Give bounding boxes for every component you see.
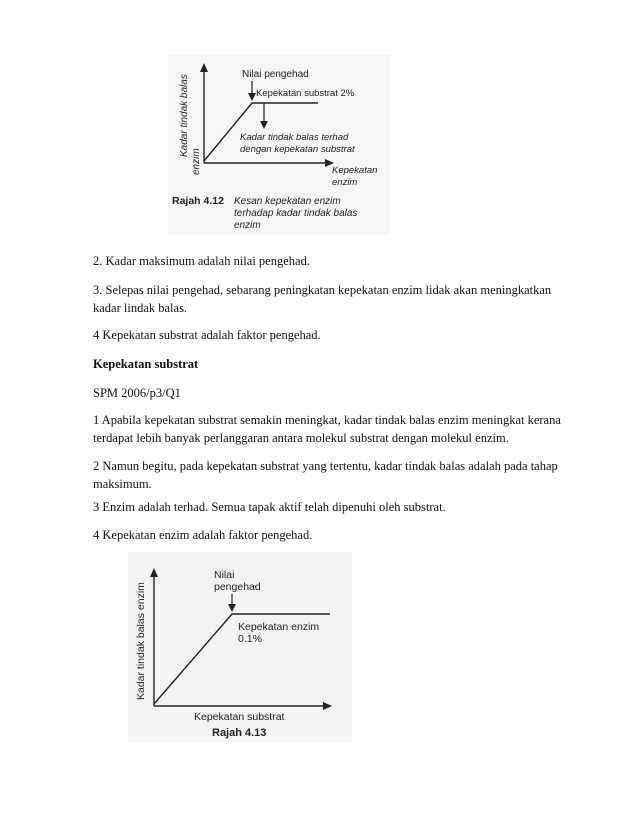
paragraph-active-sites: 3 Enzim adalah terhad. Semua tapak aktif telah dipenuhi oleh substrat.	[93, 500, 446, 514]
caption-line-1: Kesan kepekatan enzim	[234, 196, 341, 207]
caption-line-3: enzim	[234, 220, 261, 231]
enzyme-label-2: 0.1%	[238, 633, 262, 645]
limited-label-1: Kadar tindak balas terhad	[240, 132, 349, 143]
y-axis-label: Kadar tindak balas enzim	[135, 582, 147, 700]
limit-arrow-icon	[248, 93, 256, 101]
y-axis-arrow-icon	[200, 63, 208, 72]
paragraph-after-limit: 3. Selepas nilai pengehad, sebarang peningkatan kepekatan enzim lidak akan meningkatkan kadar lindak balas.	[93, 283, 552, 315]
caption-line-2: terhadap kadar tindak balas	[234, 208, 358, 219]
limit-label-1: Nilai	[214, 569, 235, 581]
limit-label-2: pengehad	[214, 581, 261, 593]
figure-number: Rajah 4.12	[172, 195, 224, 207]
limit-arrow-icon	[228, 604, 236, 612]
figure-caption: Rajah 4.13	[212, 727, 267, 739]
x-axis-label-2: enzim	[332, 177, 358, 188]
y-axis-arrow-icon	[150, 568, 158, 577]
x-axis-label: Kepekatan substrat	[194, 711, 285, 723]
graph-substrate-concentration	[128, 552, 352, 742]
limited-label-2: dengan kepekatan substrat	[240, 144, 355, 155]
paragraph-enzyme-limiting: 4 Kepekatan enzim adalah faktor pengehad.	[93, 528, 313, 542]
figure-rajah-4-13	[128, 552, 352, 742]
section-heading: Kepekatan substrat	[93, 357, 199, 371]
limit-label: Nilai pengehad	[242, 69, 309, 80]
paragraph-substrate-increase: 1 Apabila kepekatan substrat semakin meningkat, kadar tindak balas enzim meningkat kerana terdapat lebih banyak perlanggaran antara molekul substrat dengan molekul enzim.	[93, 413, 561, 445]
y-axis-label: Kadar tindak balas	[179, 74, 190, 157]
plateau-arrow-icon	[260, 121, 268, 129]
exam-reference: SPM 2006/p3/Q1	[93, 386, 181, 400]
y-axis-label-2: enzim	[191, 148, 202, 175]
enzyme-label-1: Kepekatan enzim	[238, 621, 320, 633]
paragraph-limiting-factor: 4 Kepekatan substrat adalah faktor pengehad.	[93, 328, 321, 342]
x-axis-label: Kepekatan	[332, 165, 378, 176]
figure-rajah-4-12	[168, 55, 390, 235]
substrate-label: Kepekatan substrat 2%	[256, 88, 355, 99]
graph-enzyme-concentration	[168, 55, 390, 235]
x-axis-arrow-icon	[323, 702, 332, 710]
paragraph-max-rate: 2. Kadar maksimum adalah nilai pengehad.	[93, 254, 310, 268]
paragraph-maximum: 2 Namun begitu, pada kepekatan substrat yang tertentu, kadar tindak balas adalah pada tahap maksimum.	[93, 459, 558, 491]
